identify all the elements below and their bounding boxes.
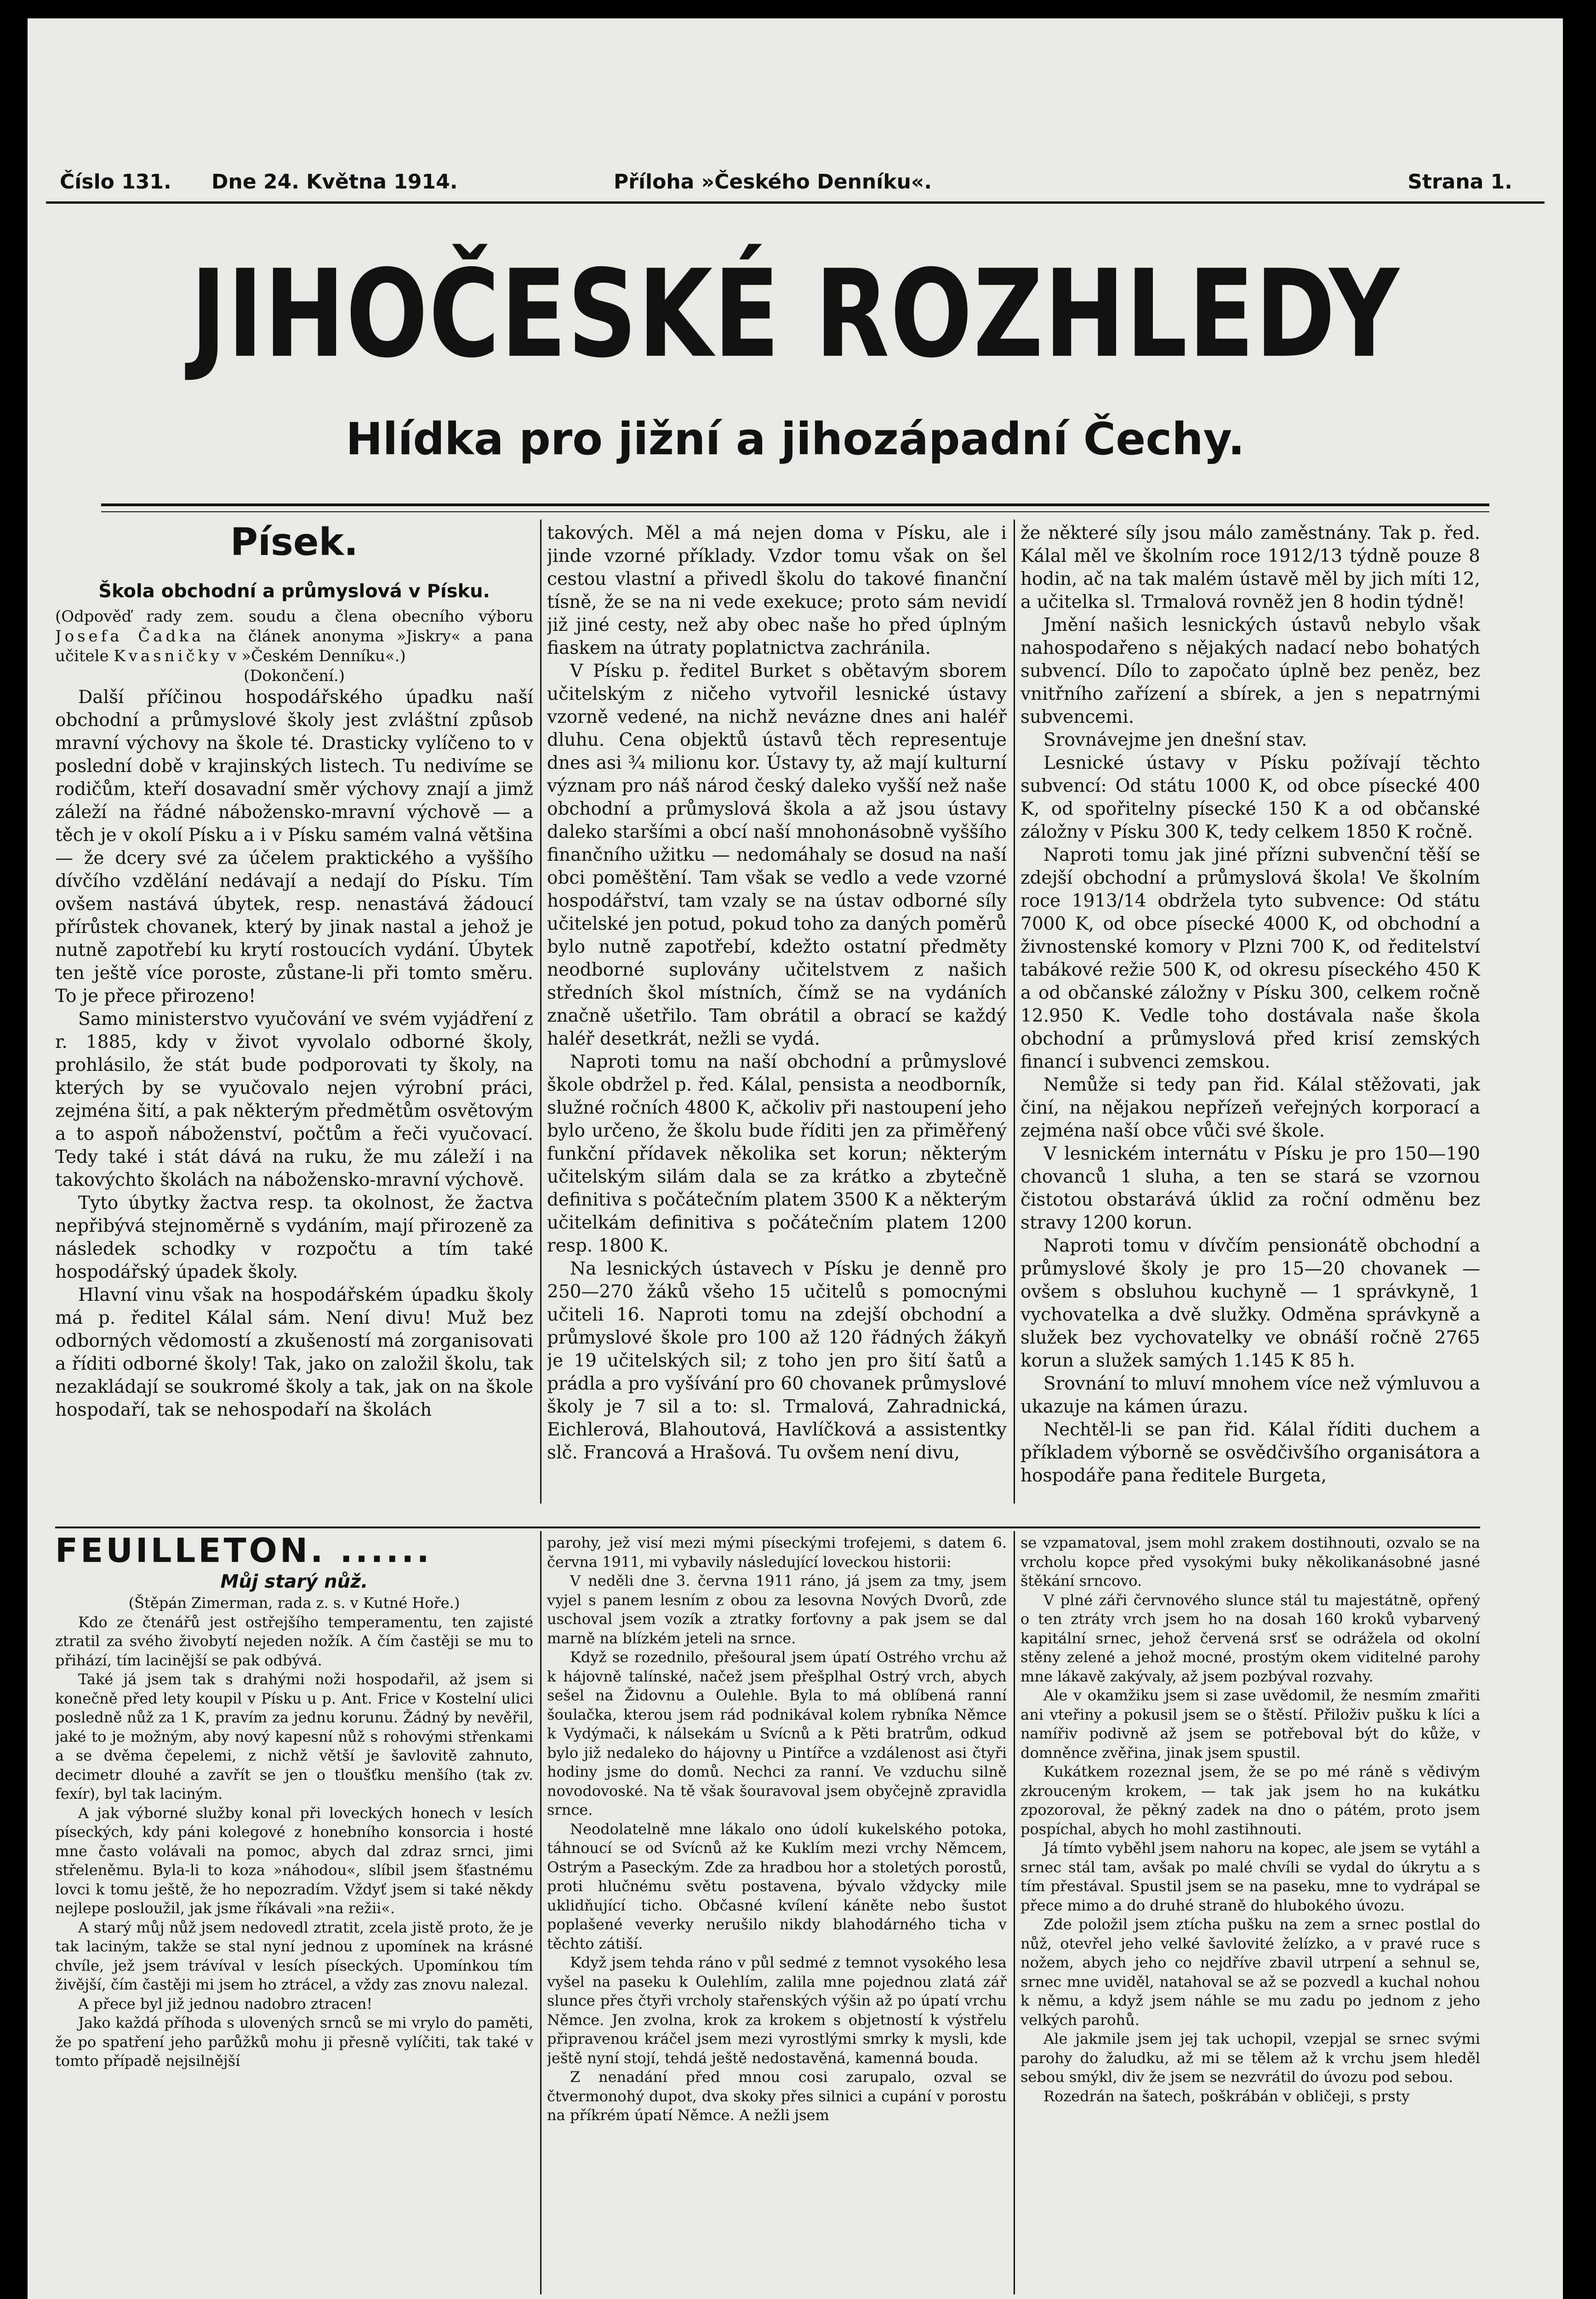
paragraph: Jako každá příhoda s ulovených srnců se mi vrylo do paměti, že po spatření jeho parůžků mohu ji přesně vylíčiti, tak také v tomto případě nejsilnější: [55, 2014, 533, 2070]
paragraph: Když se rozednilo, přešoural jsem úpatí Ostrého vrchu až k hájovně talínské, načež jsem přešplhal Ostrý vrch, abych sešel na Židovnu a Oulehle. Byla to má oblíbená ranní šoulačka, kterou jsem rád podnikával kolem rybníka Němce k Vydýmači, k nálsekám u Svícnů a k Pěti bratrům, odkud bylo již nedaleko do hájovny u Pintířce a vzdálenost asi čtyři hodiny jsme do domů. Nechci za ranní. Ve vzduchu silně novodovoské. Na tě však šouravoval jsem obyčejně zpravidla srnce.: [547, 1648, 1007, 1819]
masthead-rule-thin: [101, 511, 1489, 512]
paragraph: takových. Měl a má nejen doma v Písku, ale i jinde vzorné příklady. Vzdor tomu však on šel cestou vlastní a přivedl školu do takové finanční tísně, že se na ni vede exekuce; proto sám nevidí již jiné cesty, než aby obec naše ho před úplným fiaskem na útraty poplatnictva zachránila.: [547, 523, 1007, 658]
paragraph: se vzpamatoval, jsem mohl zrakem dostihnouti, ozvalo se na vrcholu kopce před vysokými buky několikanásobné jasné štěkání srncovo.: [1020, 1534, 1480, 1590]
paragraph: A starý můj nůž jsem nedovedl ztratit, zcela jistě proto, že je tak laciným, takže se stal nyní jednou z upomínek na krásné chvíle, jež jsem trávíval v lesích píseckých. Upomínkou tím živější, čím častěji mi jsem ho ztrácel, a vždy zas znovu nalezal.: [55, 1918, 533, 1993]
paragraph: Když jsem tehda ráno v půl sedmé z temnot vysokého lesa vyšel na paseku k Oulehlím, zalila mne pojednou zlatá zář slunce přes čtyři vrcholy stařenských výšin až po úpatí vrchu Němce. Jen zvolna, krok za krokem s objetností k výstřelu připravenou kráčel jsem mezi vyrostlými smrky k mysli, kde ještě nyní stojí, tehdá ještě nedostavěná, kamenná bouda.: [547, 1954, 1007, 2067]
paragraph: Hlavní vinu však na hospodářském úpadku školy má p. ředitel Kálal sám. Není divu! Muž bez odborných vědomostí a zkušeností má zorganisovati a říditi odborné školy! Tak, jako on založil školu, tak nezakládají se soukromé školy a tak, jak on na škole hospodaří, tak se nehospodaří na školách: [55, 1285, 533, 1420]
paragraph: Já tímto vyběhl jsem nahoru na kopec, ale jsem se vytáhl a srnec stál tam, avšak po malé chvíli se vydal do úkrytu a s tím přestával. Spustil jsem se na paseku, mne to vydrápal se přece mimo a do druhé straně do hlubokého úvozu.: [1020, 1839, 1480, 1914]
newspaper-page: [28, 18, 1563, 2299]
paragraph: parohy, jež visí mezi mými píseckými trofejemi, s datem 6. června 1911, mi vybavily následující loveckou historii:: [547, 1534, 1007, 1571]
paragraph: Rozedrán na šatech, poškrábán v obličeji, s prsty: [1043, 2087, 1410, 2105]
feuilleton-label: FEUILLETON. ......: [55, 1531, 432, 1570]
feuilleton-title: Můj starý nůž.: [220, 1571, 368, 1592]
paragraph: V neděli dne 3. června 1911 ráno, já jsem za tmy, jsem vyjel s panem lesním z obou za lesovna Nových Dvorů, zde uschoval jsem vozík a ztratky forťovny a pak jsem se dal marně na blízkém jeteli na srnce.: [547, 1572, 1007, 1647]
issue-date: Dne 24. Května 1914.: [211, 170, 458, 194]
paragraph: Lesnické ústavy v Písku požívají těchto subvencí: Od státu 1000 K, od obce písecké 400 K, od spořitelny písecké 150 K a od občanské záložny v Písku 300 K, tedy celkem 1850 K ročně.: [1020, 753, 1480, 842]
paragraph: Tyto úbytky žactva resp. ta okolnost, že žactva nepřibývá stejnoměrně s vydáním, mají přirozeně za následek schodky v rozpočtu a tím také hospodářský úpadek školy.: [55, 1193, 533, 1282]
article-column-3: [1020, 522, 1480, 1520]
masthead-title: JIHOČESKÉ ROZHLEDY: [190, 244, 1400, 385]
paragraph: A jak výborné služby konal při loveckých honech v lesích píseckých, kdy páni kolegové z honebního konsorcia i hosté mne často volávali na pomoc, abych dal zdraz srnci, jimi střeleněmu. Byla-li to koza »náhodou«, slíbil jsem šťastnému lovci k tomu ještě, že ho nepozradím. Vždyť jsem si také někdy nejlepe posloužil, jak jsme říkávali »na režii«.: [55, 1804, 533, 1917]
issue-number: Číslo 131.: [60, 170, 171, 194]
page-number: Strana 1.: [1408, 170, 1512, 194]
article-continued: (Dokončení.): [244, 667, 345, 685]
column-divider: [1014, 1531, 1015, 2294]
header-rule: [46, 201, 1545, 204]
column-divider: [540, 520, 542, 1504]
paragraph: Kdo ze čtenářů jest ostřejšího temperamentu, ten zajisté ztratil za svého živobytí nejeden nožík. A čím častěji se mu to přihází, tím lacinější se pak odbývá.: [55, 1613, 533, 1669]
feuilleton-column-1: [55, 1531, 533, 2299]
paragraph: Nechtěl-li se pan řid. Kálal říditi duchem a příkladem výborně se osvědčivšího organisátora a hospodáře pana ředitele Burgeta,: [1020, 1419, 1480, 1486]
paragraph: Také já jsem tak s drahými noži hospodařil, až jsem si konečně před lety koupil v Písku u p. Ant. Frice v Kostelní ulici posledně nůž za 1 K, pravím za jednu korunu. Žádný by nevěřil, jaké to je možným, aby nový kapesní nůž s rohovými střenkami a se dvěma čepelemi, z nichž větší je šavlovitě zahnuto, decimetr dlouhé a zavřít se jen o tloušťku menšího (tak zv. fexír), byl tak laciným.: [55, 1670, 533, 1802]
paragraph: Naproti tomu na naší obchodní a průmyslové škole obdržel p. řed. Kálal, pensista a neodborník, služné ročních 4800 K, ačkoliv při nastoupení jeho bylo určeno, že školu bude říditi jen za přiměřený funkční přídavek několika set korun; některým učitelským silám dala se za krátko a zbytečně definitiva s počátečním platem 3500 K a některým učitelkám definitiva s počátečním platem 1200 resp. 1800 K.: [547, 1052, 1007, 1256]
paragraph: že některé síly jsou málo zaměstnány. Tak p. řed. Kálal měl ve školním roce 1912/13 týdně pouze 8 hodin, ač na tak malém ústavě měl by jich míti 12, a učitelka sl. Trmalová rovněž jen 8 hodin týdně!: [1020, 523, 1480, 612]
paragraph: Další příčinou hospodářského úpadku naší obchodní a průmyslové školy jest zvláštní způsob mravní výchovy na škole té. Drasticky vylíčeno to v poslední době v krajinských listech. Tu nedivíme se rodičům, kteří dosavadní směr výchovy znají a jimž záleží na řádné nábožensko-mravní výchově — a těch je v okolí Písku a i v Písku samém valná většina — že dcery své za účelem praktického a vyššího dívčího vzdělání nedávají a nedají do Písku. Tím ovšem nastává úbytek, resp. nenastává žádoucí přírůstek chovanek, který by jinak nastal a jehož je nutně zapotřebí ku krytí rostoucích vydání. Úbytek ten ještě více poroste, zůstane-li při tomto směru. To je přece přirozeno!: [55, 687, 533, 1007]
masthead-rule: [101, 503, 1489, 506]
paragraph: Naproti tomu v dívčím pensionátě obchodní a průmyslové školy je pro 15—20 chovanek — ovšem s obsluhou kuchyně — 1 správkyně, 1 vychovatelka a dvě služky. Odměna správkyně a služek bez vychovatelky ve obnáší ročně 2765 korun a služek samých 1.145 K 85 h.: [1020, 1235, 1480, 1371]
feuilleton-column-2: [547, 1533, 1007, 2299]
article-heading: Písek.: [230, 520, 359, 564]
article-intro: (Odpověď rady zem. soudu a člena obecního výboru Josefa Čadka na článek anonyma »Jiskry« a pana učitele Kvasničky v »Českém Denníku«.): [55, 607, 533, 665]
feuilleton-rule: [55, 1527, 1480, 1528]
page-header: [28, 166, 1563, 198]
paragraph: Nemůže si tedy pan řid. Kálal stěžovati, jak činí, na nějakou nepřízeň veřejných korporací a zejména naší obce vůči své škole.: [1020, 1075, 1480, 1141]
paragraph: V Písku p. ředitel Burket s obětavým sborem učitelským z ničeho vytvořil lesnické ústavy vzorně vedené, na nichž nevázne dnes ani haléř dluhu. Cena objektů ústavů těch representuje dnes asi ¾ milionu kor. Ústavy ty, až mají kulturní význam pro náš národ český daleko vyšší než naše obchodní a průmyslová škola a až jsou ústavy daleko staršími a obcí naší mnohonásobně vyššího finančního užitku — nedomáhaly se dosud na naší obci poměštění. Tam však se vedlo a vede vzorné hospodářství, tam vzaly se na ústav odborné síly učitelské jen potud, pokud toho za daných poměrů bylo nutně zapotřebí, kdežto ostatní předměty neodborné suplovány učitelstvem z našich středních škol místních, čímž se na vydáních značně ušetřilo. Tam obrátil a obrací se každý haléř desetkrát, nežli se vydá.: [547, 661, 1007, 1049]
paragraph: Srovnávejme jen dnešní stav.: [1043, 730, 1307, 750]
paragraph: Neodolatelně mne lákalo ono údolí kukelského potoka, táhnoucí se od Svícnů až ke Kuklím mezi vrchy Němcem, Ostrým a Paseckým. Zde za hradbou hor a stoletých porostů, proti hlučnému světu postavena, bývalo vždycky mile uklidňující ticho. Občasné kvílení káněte nebo šustot poplašené veverky nerušilo nikdy blahodárného ticha v těchto zátiší.: [547, 1820, 1007, 1952]
paragraph: Zde položil jsem ztícha pušku na zem a srnec postlal do nůž, otevřel jeho velké šavlovité želízko, a v pravé ruce s nožem, abych jeho co nejdříve zbavil utrpení a sehnul se, srnec mne uviděl, natahoval se až se pozvedl a kuchal nohou k němu, a když jsem náhle se mu zadu po jednom z jeho velkých parohů.: [1020, 1916, 1480, 2029]
supplement-label: Příloha »Českého Denníku«.: [614, 170, 932, 194]
paragraph: Srovnání to mluví mnohem více než výmluvou a ukazuje na kámen úrazu.: [1020, 1373, 1480, 1417]
article-subheading: Škola obchodní a průmyslová v Písku.: [98, 581, 490, 602]
paragraph: Z nenadání před mnou cosi zarupalo, ozval se čtvermonohý dupot, dva skoky přes silnici a cupání v porostu na příkrém úpatí Němce. A nežli jsem: [547, 2068, 1007, 2124]
article-column-2: [547, 522, 1007, 1520]
masthead-subtitle: Hlídka pro jižní a jihozápadní Čechy.: [346, 413, 1245, 465]
paragraph: Samo ministerstvo vyučování ve svém vyjádření z r. 1885, kdy v život vyvolalo odborné školy, prohlásilo, že stát bude podporovati ty školy, na kterých by se vyučovalo nejen výrobní práci, zejména šití, a pak některým předmětům osvětovým a to aspoň náboženství, počtům a řeči vyučovací. Tedy také i stát dává na ruku, že mu záleží i na takovýchto školách na nábožensko-mravní výchově.: [55, 1009, 533, 1190]
paragraph: Ale v okamžiku jsem si zase uvědomil, že nesmím zmařiti ani vteřiny a pokusil jsem se o štěstí. Přiloživ pušku k líci a namířiv podivně až jsem se potřeboval být do kůže, v domněnce zvěřina, jinak jsem spustil.: [1020, 1687, 1480, 1761]
paragraph: V lesnickém internátu v Písku je pro 150—190 chovanců 1 sluha, a ten se stará se vzornou čistotou obstarává úklid za roční odměnu bez stravy 1200 korun.: [1020, 1144, 1480, 1233]
paragraph: Na lesnických ústavech v Písku je denně pro 250—270 žáků všeho 15 učitelů s pomocnými učiteli 16. Naproti tomu na zdejší obchodní a průmyslové škole pro 100 až 120 řádných žákyň je 19 učitelských sil; z toho jen pro šití šatů a prádla a pro vyšívání pro 60 chovanek průmyslové školy je 7 sil a to: sl. Trmalová, Zahradnická, Eichlerová, Blahoutová, Havlíčková a assistentky slč. Francová a Hrašová. Tu ovšem není divu,: [547, 1258, 1007, 1463]
article-column-1: [55, 515, 533, 1522]
paragraph: A přece byl již jednou nadobro ztracen!: [78, 1995, 373, 2013]
feuilleton-author: (Štěpán Zimerman, rada z. s. v Kutné Hoře.): [128, 1594, 460, 1612]
paragraph: V plné záři červnového slunce stál tu majestátně, opřený o ten ztráty vrch jsem ho na dosah 160 kroků vybarvený kapitální srnec, jehož červená srsť se odrážela od okolní stěny zelené a jehož mocné, prostým okem viditelné parohy mne lákavě zakývaly, až jsem pozbýval rozvahy.: [1020, 1591, 1480, 1685]
paragraph: Naproti tomu jak jiné přízni subvenční těší se zdejší obchodní a průmyslová škola! Ve školním roce 1913/14 obdržela tyto subvence: Od státu 7000 K, od obce písecké 4000 K, od obchodní a živnostenské komory v Plzni 700 K, od ředitelství tabákové režie 500 K, od okresu píseckého 450 K a od občanské záložny v Písku 300, celkem ročně 12.950 K. Vedle toho dostávala naše škola obchodní a průmyslová před krisí zemských financí i subvenci zemskou.: [1020, 845, 1480, 1072]
paragraph: Kukátkem rozeznal jsem, že se po mé ráně s vědivým zkrouceným krokem, — tak jak jsem ho na kukátku zpozoroval, že pěkný zadek na dno o pátém, proto jsem pospíchal, abych ho mohl zastihnouti.: [1020, 1763, 1480, 1838]
paragraph: Ale jakmile jsem jej tak uchopil, vzepjal se srnec svými parohy do žaludku, až mi se tělem až k vrchu jsem hleděl sebou smýkl, div že jsem se nezvrátil do úvozu pod sebou.: [1020, 2030, 1480, 2086]
paragraph: Jmění našich lesnických ústavů nebylo však nahospodařeno s nějakých nadací nebo bohatých subvencí. Dílo to započato úplně bez peněz, bez vnitřního zařízení a sbírek, a jen s nepatrnými subvencemi.: [1020, 615, 1480, 727]
feuilleton-column-3: [1020, 1533, 1480, 2299]
column-divider: [1014, 520, 1015, 1504]
column-divider: [540, 1531, 542, 2294]
